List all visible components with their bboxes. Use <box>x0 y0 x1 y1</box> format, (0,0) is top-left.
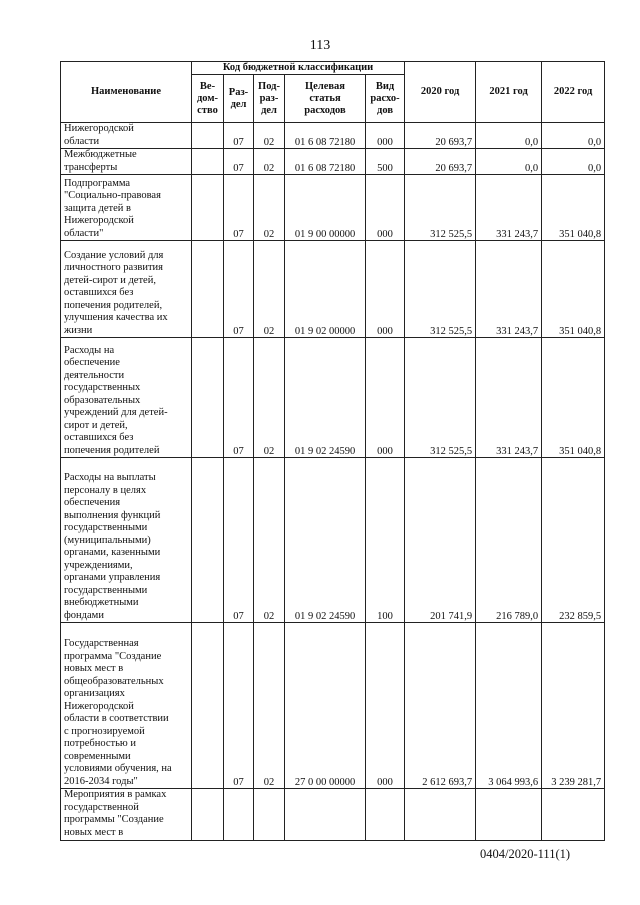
row-razdel: 07 <box>224 623 254 789</box>
header-year-2021: 2021 год <box>476 62 542 123</box>
row-podrazdel: 02 <box>254 623 285 789</box>
row-target-article: 01 9 02 24590 <box>285 338 366 458</box>
row-razdel <box>224 789 254 841</box>
row-podrazdel: 02 <box>254 123 285 149</box>
budget-table <box>60 61 605 841</box>
row-amount-2021 <box>476 789 542 841</box>
row-podrazdel: 02 <box>254 149 285 175</box>
row-podrazdel <box>254 789 285 841</box>
row-amount-2020: 312 525,5 <box>405 241 476 338</box>
row-amount-2020: 201 741,9 <box>405 458 476 623</box>
row-target-article <box>285 789 366 841</box>
header-podrazdel: Под- раз- дел <box>254 75 285 123</box>
row-target-article: 01 9 02 00000 <box>285 241 366 338</box>
row-amount-2021: 3 064 993,6 <box>476 623 542 789</box>
row-razdel: 07 <box>224 338 254 458</box>
row-podrazdel: 02 <box>254 458 285 623</box>
row-razdel: 07 <box>224 458 254 623</box>
row-amount-2021: 331 243,7 <box>476 241 542 338</box>
row-vedomstvo <box>192 123 224 149</box>
page-number: 113 <box>309 38 331 53</box>
table-row <box>61 338 605 458</box>
row-amount-2022: 351 040,8 <box>542 241 605 338</box>
row-expense-type: 000 <box>366 623 405 789</box>
row-expense-type: 500 <box>366 149 405 175</box>
row-amount-2022: 351 040,8 <box>542 175 605 241</box>
row-vedomstvo <box>192 458 224 623</box>
row-name: Мероприятия в рамках государственной программы "Создание новых мест в <box>61 789 192 841</box>
row-amount-2021: 216 789,0 <box>476 458 542 623</box>
row-amount-2021: 0,0 <box>476 149 542 175</box>
row-vedomstvo <box>192 175 224 241</box>
header-razdel: Раз- дел <box>224 75 254 123</box>
table-row <box>61 458 605 623</box>
row-target-article: 01 9 02 24590 <box>285 458 366 623</box>
row-razdel: 07 <box>224 241 254 338</box>
row-vedomstvo <box>192 241 224 338</box>
row-amount-2021: 331 243,7 <box>476 338 542 458</box>
row-name: Создание условий для личностного развития детей-сирот и детей, оставшихся без попечения родителей, улучшения качества их жизни <box>61 241 192 338</box>
row-amount-2020: 20 693,7 <box>405 149 476 175</box>
row-vedomstvo <box>192 149 224 175</box>
row-vedomstvo <box>192 338 224 458</box>
row-razdel: 07 <box>224 123 254 149</box>
row-razdel: 07 <box>224 175 254 241</box>
table-row <box>61 175 605 241</box>
row-expense-type: 000 <box>366 338 405 458</box>
row-expense-type: 100 <box>366 458 405 623</box>
row-amount-2022 <box>542 789 605 841</box>
row-amount-2020: 312 525,5 <box>405 175 476 241</box>
row-amount-2022: 0,0 <box>542 123 605 149</box>
table-body <box>61 123 605 841</box>
header-year-2020: 2020 год <box>405 62 476 123</box>
row-amount-2020: 20 693,7 <box>405 123 476 149</box>
row-razdel: 07 <box>224 149 254 175</box>
row-amount-2022: 232 859,5 <box>542 458 605 623</box>
row-expense-type: 000 <box>366 123 405 149</box>
row-amount-2022: 0,0 <box>542 149 605 175</box>
row-vedomstvo <box>192 623 224 789</box>
row-target-article: 01 9 00 00000 <box>285 175 366 241</box>
row-name: Расходы на обеспечение деятельности государственных образовательных учреждений для детей- сирот и детей, оставшихся без попечения родителей <box>61 338 192 458</box>
row-podrazdel: 02 <box>254 338 285 458</box>
table-row <box>61 123 605 149</box>
header-vedomstvo: Ве- дом- ство <box>192 75 224 123</box>
row-amount-2021: 331 243,7 <box>476 175 542 241</box>
document-code: 0404/2020-111(1) <box>480 847 571 861</box>
table-row <box>61 149 605 175</box>
header-vid: Вид расхо- дов <box>366 75 405 123</box>
row-name: Государственная программа "Создание новых мест в общеобразовательных организациях Нижегородской области в соответствии с прогнозируемой потребностью и современными условиями обучения, на 2016-2034 годы" <box>61 623 192 789</box>
header-code-group: Код бюджетной классификации <box>192 62 405 75</box>
table-row <box>61 241 605 338</box>
table-row <box>61 789 605 841</box>
row-amount-2020: 312 525,5 <box>405 338 476 458</box>
row-amount-2022: 351 040,8 <box>542 338 605 458</box>
row-target-article: 01 6 08 72180 <box>285 123 366 149</box>
row-podrazdel: 02 <box>254 175 285 241</box>
row-amount-2021: 0,0 <box>476 123 542 149</box>
row-name: Межбюджетные трансферты <box>61 149 192 175</box>
row-amount-2020: 2 612 693,7 <box>405 623 476 789</box>
row-podrazdel: 02 <box>254 241 285 338</box>
row-name: Подпрограмма "Социально-правовая защита детей в Нижегородской области" <box>61 175 192 241</box>
row-target-article: 27 0 00 00000 <box>285 623 366 789</box>
row-vedomstvo <box>192 789 224 841</box>
header-year-2022: 2022 год <box>542 62 605 123</box>
row-target-article: 01 6 08 72180 <box>285 149 366 175</box>
table-header <box>61 62 605 123</box>
row-name: Нижегородской области <box>61 123 192 149</box>
header-target: Целевая статья расходов <box>285 75 366 123</box>
header-name: Наименование <box>61 62 192 123</box>
row-expense-type <box>366 789 405 841</box>
table-row <box>61 623 605 789</box>
row-expense-type: 000 <box>366 175 405 241</box>
row-name: Расходы на выплаты персоналу в целях обеспечения выполнения функций государственными (муниципальными) органами, казенными учреждениями, органами управления государственными внебюджетными фондами <box>61 458 192 623</box>
row-amount-2020 <box>405 789 476 841</box>
row-expense-type: 000 <box>366 241 405 338</box>
row-amount-2022: 3 239 281,7 <box>542 623 605 789</box>
